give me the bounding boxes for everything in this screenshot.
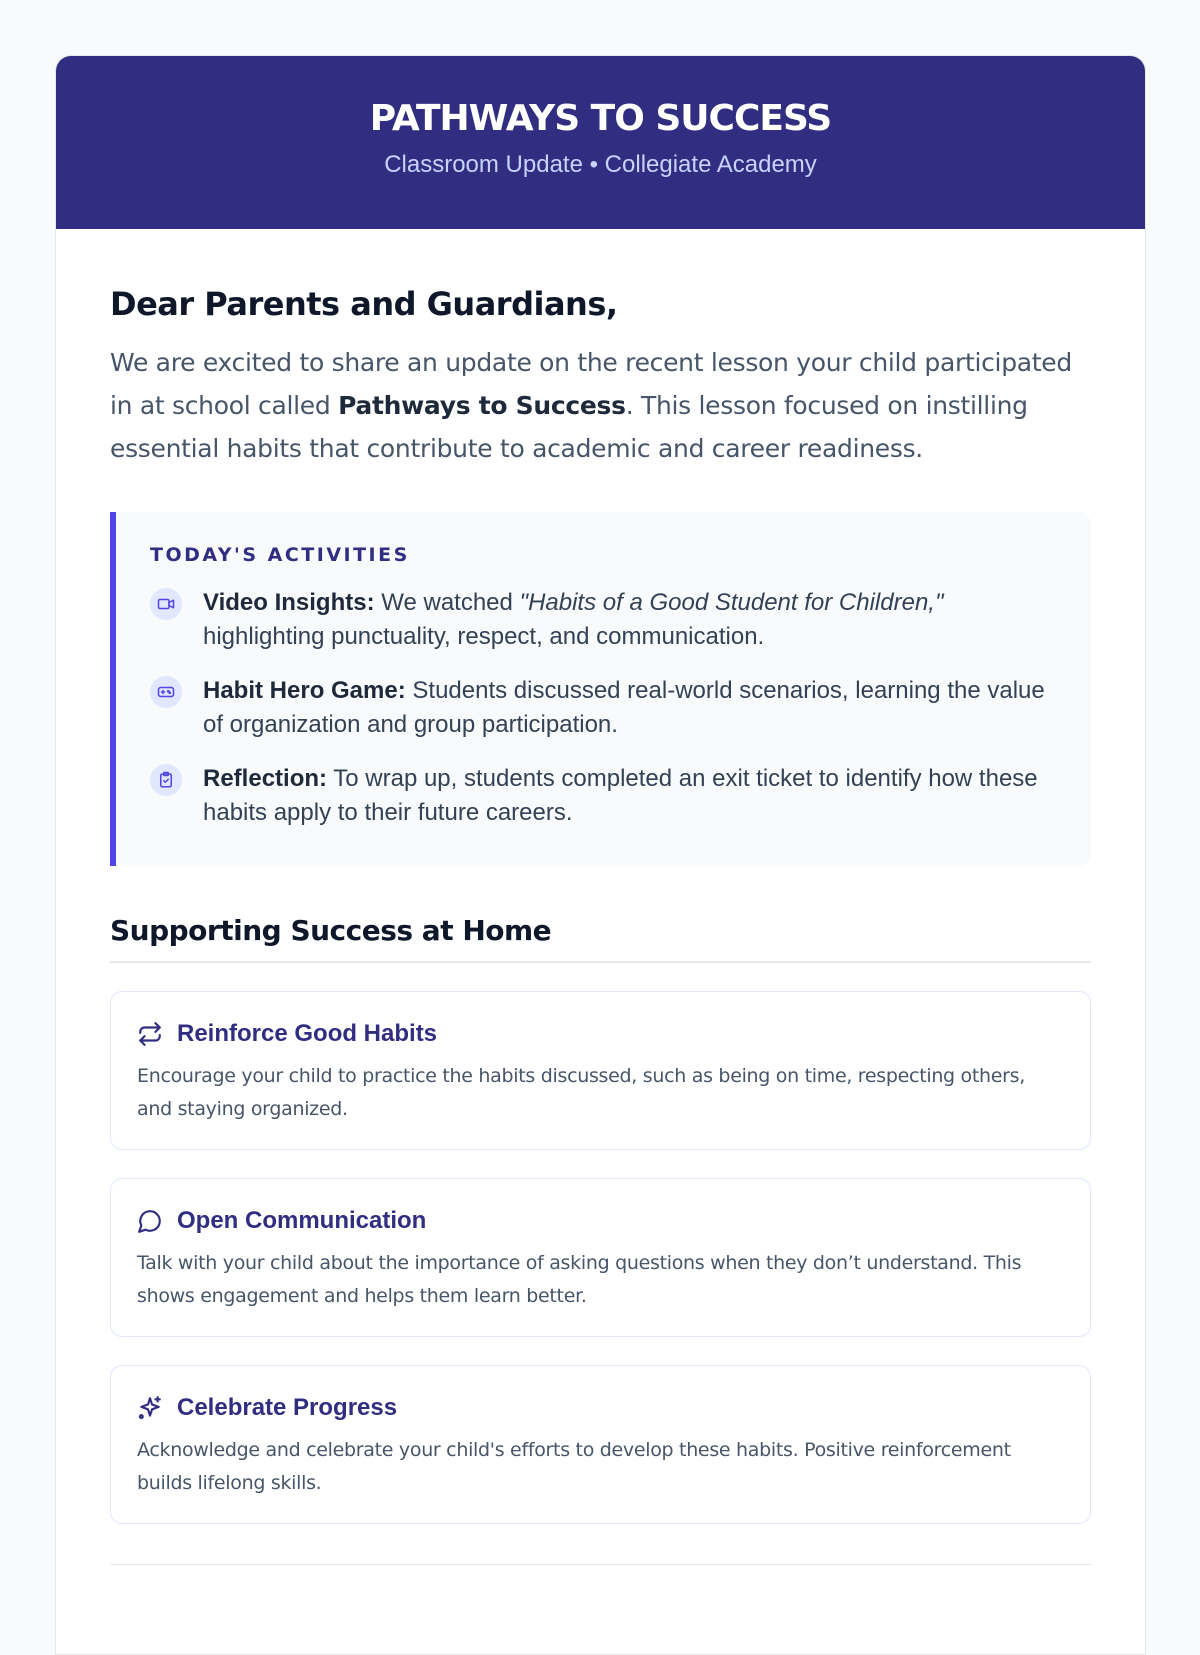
- activity-label: Video Insights:: [203, 589, 375, 617]
- intro-text-start: We are excited to share an update on the recent lesson your child participated in at school called: [110, 348, 1072, 421]
- activity-text: [203, 762, 1051, 830]
- tip-body: Encourage your child to practice the habits discussed, such as being on time, respecting others, and staying organized.: [137, 1065, 1026, 1121]
- message-circle-icon: [137, 1208, 163, 1234]
- activity-desc: Students discussed real-world scenarios, learning the value of organization and group participation.: [203, 677, 1045, 739]
- tip-title: Reinforce Good Habits: [177, 1020, 438, 1048]
- activity-item: [150, 674, 1051, 742]
- activities-box: [110, 512, 1091, 866]
- divider: [110, 1564, 1091, 1565]
- tip-header: [137, 1207, 1064, 1235]
- sparkles-icon: [137, 1395, 163, 1421]
- page-subtitle: Classroom Update • Collegiate Academy: [384, 150, 817, 178]
- activity-desc: highlighting punctuality, respect, and communication.: [203, 623, 765, 651]
- video-icon: [150, 588, 182, 620]
- tip-title: Open Communication: [177, 1207, 427, 1235]
- tip-card: [110, 1178, 1091, 1337]
- intro-text-end: . This lesson focused on instilling essential habits that contribute to academic and career readiness.: [110, 391, 1028, 464]
- lesson-name: Pathways to Success: [338, 391, 626, 421]
- header-banner: [56, 56, 1145, 229]
- page-title: PATHWAYS TO SUCCESS: [369, 98, 832, 139]
- activities-title: TODAY'S ACTIVITIES: [150, 544, 410, 567]
- activity-text: [203, 674, 1051, 742]
- tip-card: [110, 991, 1091, 1150]
- activity-label: Reflection:: [203, 765, 328, 793]
- greeting: Dear Parents and Guardians,: [110, 285, 618, 323]
- activity-label: Habit Hero Game:: [203, 677, 406, 705]
- newsletter-card: [55, 55, 1146, 1655]
- tip-title: Celebrate Progress: [177, 1394, 398, 1422]
- tip-header: [137, 1394, 1064, 1422]
- gamepad-icon: [150, 676, 182, 708]
- activity-text: [203, 586, 1051, 654]
- letter-content: [56, 229, 1145, 1565]
- activity-desc: We watched: [374, 589, 520, 617]
- tip-card: [110, 1365, 1091, 1524]
- tip-body: Acknowledge and celebrate your child's efforts to develop these habits. Positive reinforcement builds lifelong skills.: [137, 1439, 1011, 1495]
- section-title: Supporting Success at Home: [110, 914, 1091, 963]
- clipboard-check-icon: [150, 764, 182, 796]
- activity-desc: To wrap up, students completed an exit ticket to identify how these habits apply to their future careers.: [203, 765, 1038, 827]
- activity-item: [150, 762, 1051, 830]
- tip-body: Talk with your child about the importance of asking questions when they don’t understand. This shows engagement and helps them learn better.: [137, 1252, 1022, 1308]
- intro-paragraph: [110, 341, 1091, 470]
- repeat-icon: [137, 1021, 163, 1047]
- video-title: "Habits of a Good Student for Children,": [519, 589, 944, 617]
- activity-item: [150, 586, 1051, 654]
- tip-header: [137, 1020, 1064, 1048]
